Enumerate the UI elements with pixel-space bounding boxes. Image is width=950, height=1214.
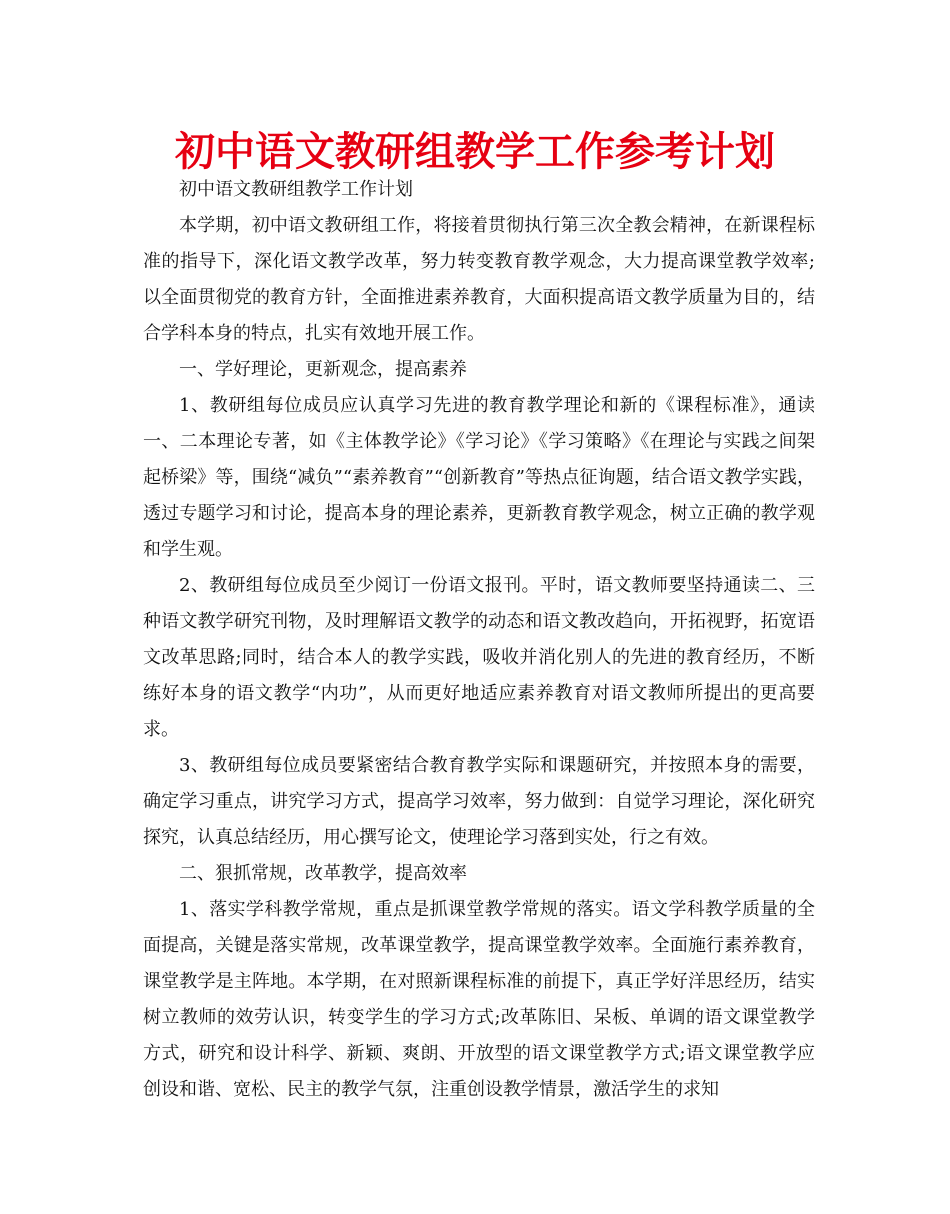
document-title: 初中语文教研组教学工作参考计划 bbox=[175, 129, 775, 175]
intro-paragraph: 本学期，初中语文教研组工作，将接着贯彻执行第三次全教会精神，在新课程标准的指导下，深化语文教学改革，努力转变教育教学观念，大力提高课堂教学效率;以全面贯彻党的教育方针，全面推进素养教育，大面积提高语文教学质量为目的，结合学科本身的特点，扎实有效地开展工作。 bbox=[143, 215, 815, 344]
paragraph-2-1: 1、落实学科教学常规，重点是抓课堂教学常规的落实。语文学科教学质量的全面提高，关键是落实常规，改革课堂教学，提高课堂教学效率。全面施行素养教育，课堂教学是主阵地。本学期，在对照新课程标准的前提下，真正学好洋思经历，结实树立教师的效劳认识，转变学生的学习方式;改革陈旧、呆板、单调的语文课堂教学方式，研究和设计科学、新颖、爽朗、开放型的语文课堂教学方式;语文课堂教学应创设和谐、宽松、民主的教学气氛，注重创设教学情景，激活学生的求知 bbox=[143, 899, 815, 1100]
section-heading-2: 二、狠抓常规，改革教学，提高效率 bbox=[179, 863, 467, 884]
document-body bbox=[143, 172, 815, 1108]
document-subtitle: 初中语文教研组教学工作计划 bbox=[179, 179, 413, 200]
paragraph-1-2: 2、教研组每位成员至少阅订一份语文报刊。平时，语文教师要坚持通读二、三种语文教学研究刊物，及时理解语文教学的动态和语文教改趋向，开拓视野，拓宽语文改革思路;同时，结合本人的教学实践，吸收并消化别人的先进的教育经历，不断练好本身的语文教学“内功”，从而更好地适应素养教育对语文教师所提出的更高要求。 bbox=[143, 575, 815, 740]
section-heading-1: 一、学好理论，更新观念，提高素养 bbox=[179, 359, 467, 380]
paragraph-1-1: 1、教研组每位成员应认真学习先进的教育教学理论和新的《课程标准》，通读一、二本理论专著，如《主体教学论》《学习论》《学习策略》《在理论与实践之间架起桥梁》等，围绕“减负”“素养教育”“创新教育”等热点征询题，结合语文教学实践，透过专题学习和讨论，提高本身的理论素养，更新教育教学观念，树立正确的教学观和学生观。 bbox=[143, 395, 815, 560]
paragraph-1-3: 3、教研组每位成员要紧密结合教育教学实际和课题研究，并按照本身的需要，确定学习重点，讲究学习方式，提高学习效率，努力做到：自觉学习理论，深化研究探究，认真总结经历，用心撰写论文，使理论学习落到实处，行之有效。 bbox=[143, 755, 815, 848]
